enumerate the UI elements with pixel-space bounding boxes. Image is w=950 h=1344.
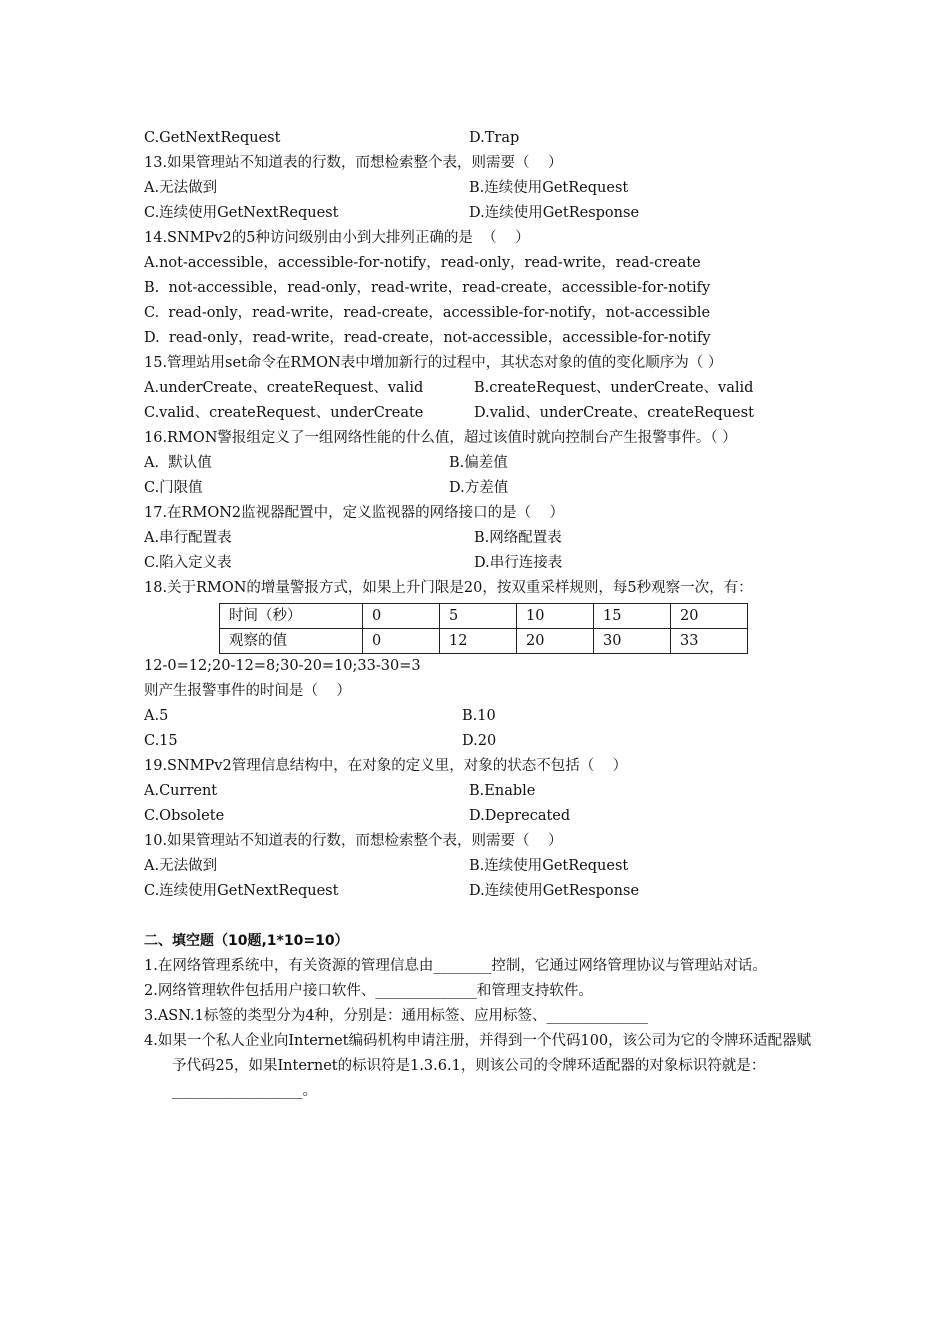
table-cell: 10	[517, 604, 594, 629]
question-13: 13.如果管理站不知道表的行数，而想检索整个表，则需要（ ）	[144, 155, 563, 171]
option-c: C.连续使用GetNextRequest	[144, 205, 339, 221]
table-cell: 30	[594, 629, 671, 654]
q15-options-cd	[144, 401, 814, 426]
option-a: A.无法做到	[144, 858, 218, 874]
option-d: D. read-only，read-write，read-create，not-accessible，accessible-for-notify	[144, 330, 711, 346]
option-a: A.无法做到	[144, 180, 218, 196]
q16-options-ab	[144, 451, 814, 476]
fill-question-3: 3.ASN.1标签的类型分为4种，分别是：通用标签、应用标签、______________	[144, 1008, 649, 1024]
table-row	[220, 604, 748, 629]
table-cell: 20	[671, 604, 748, 629]
table-cell: 5	[440, 604, 517, 629]
q18-options-cd	[144, 729, 814, 754]
option-d: D.串行连接表	[474, 555, 563, 571]
question-16: 16.RMON警报组定义了一组网络性能的什么值，超过该值时就向控制台产生报警事件。（ ）	[144, 430, 737, 446]
table-cell: 15	[594, 604, 671, 629]
option-c: C.门限值	[144, 480, 203, 496]
observation-table	[219, 603, 748, 654]
fill-question-2: 2.网络管理软件包括用户接口软件、______________和管理支持软件。	[144, 983, 593, 999]
section-heading-fill-in: 二、填空题（10题,1*10=10）	[144, 933, 349, 949]
option-d: D.连续使用GetResponse	[469, 205, 640, 221]
option-d: D.Trap	[469, 130, 520, 146]
option-a: A.Current	[144, 783, 218, 799]
q18-options-ab	[144, 704, 814, 729]
option-d: D.连续使用GetResponse	[469, 883, 640, 899]
option-b: B.10	[462, 708, 496, 724]
option-d: D.20	[462, 733, 497, 749]
q18-ask: 则产生报警事件的时间是（ ）	[144, 683, 351, 699]
option-b: B.Enable	[469, 783, 536, 799]
option-b: B.网络配置表	[474, 530, 562, 546]
option-d: D.valid、underCreate、createRequest	[474, 405, 754, 421]
q10-options-ab	[144, 854, 814, 879]
option-a: A.underCreate、createRequest、valid	[144, 380, 424, 396]
table-cell: 观察的值	[220, 629, 363, 654]
option-c: C.Obsolete	[144, 808, 225, 824]
table-cell: 0	[363, 629, 440, 654]
option-a: A.not-accessible，accessible-for-notify，read-only，read-write，read-create	[144, 255, 701, 271]
question-14: 14.SNMPv2的5种访问级别由小到大排列正确的是 （ ）	[144, 230, 530, 246]
table-cell: 12	[440, 629, 517, 654]
fill-question-1: 1.在网络管理系统中，有关资源的管理信息由________控制，它通过网络管理协议与管理站对话。	[144, 958, 767, 974]
q12-options-cd	[144, 126, 814, 151]
q13-options-cd	[144, 201, 814, 226]
table-cell: 33	[671, 629, 748, 654]
question-17: 17.在RMON2监视器配置中，定义监视器的网络接口的是（ ）	[144, 505, 565, 521]
fill-question-4: 4.如果一个私人企业向Internet编码机构申请注册，并得到一个代码100，该公司为它的令牌环适配器赋予代码25，如果Internet的标识符是1.3.6.1，则该公司的令牌环适配器的对象标识符就是：__________________。	[144, 1033, 812, 1099]
option-b: B.连续使用GetRequest	[469, 858, 629, 874]
q19-options-cd	[144, 804, 814, 829]
question-18: 18.关于RMON的增量警报方式，如果上升门限是20，按双重采样规则，每5秒观察一次，有：	[144, 580, 753, 596]
q13-options-ab	[144, 176, 814, 201]
option-a: A.串行配置表	[144, 530, 232, 546]
table-cell: 0	[363, 604, 440, 629]
question-15: 15.管理站用set命令在RMON表中增加新行的过程中，其状态对象的值的变化顺序为（ ）	[144, 355, 723, 371]
option-b: B. not-accessible，read-only，read-write，read-create，accessible-for-notify	[144, 280, 711, 296]
table-cell: 20	[517, 629, 594, 654]
option-b: B.偏差值	[449, 455, 508, 471]
option-b: B.连续使用GetRequest	[469, 180, 629, 196]
table-cell: 时间（秒）	[220, 604, 363, 629]
q17-options-cd	[144, 551, 814, 576]
option-c: C.valid、createRequest、underCreate	[144, 405, 424, 421]
option-c: C.连续使用GetNextRequest	[144, 883, 339, 899]
table-row	[220, 629, 748, 654]
option-c: C. read-only，read-write，read-create，accessible-for-notify，not-accessible	[144, 305, 711, 321]
option-c: C.15	[144, 733, 178, 749]
option-a: A.5	[144, 708, 169, 724]
question-19: 19.SNMPv2管理信息结构中，在对象的定义里，对象的状态不包括（ ）	[144, 758, 628, 774]
q15-options-ab	[144, 376, 814, 401]
q10-options-cd	[144, 879, 814, 904]
option-d: D.方差值	[449, 480, 509, 496]
exam-content	[144, 126, 814, 1104]
option-c: C.GetNextRequest	[144, 130, 281, 146]
option-c: C.陷入定义表	[144, 555, 232, 571]
option-b: B.createRequest、underCreate、valid	[474, 380, 754, 396]
option-d: D.Deprecated	[469, 808, 571, 824]
q16-options-cd	[144, 476, 814, 501]
option-a: A. 默认值	[144, 455, 212, 471]
question-10: 10.如果管理站不知道表的行数，而想检索整个表，则需要（ ）	[144, 833, 563, 849]
q18-calculation: 12-0=12;20-12=8;30-20=10;33-30=3	[144, 658, 421, 674]
q17-options-ab	[144, 526, 814, 551]
q19-options-ab	[144, 779, 814, 804]
